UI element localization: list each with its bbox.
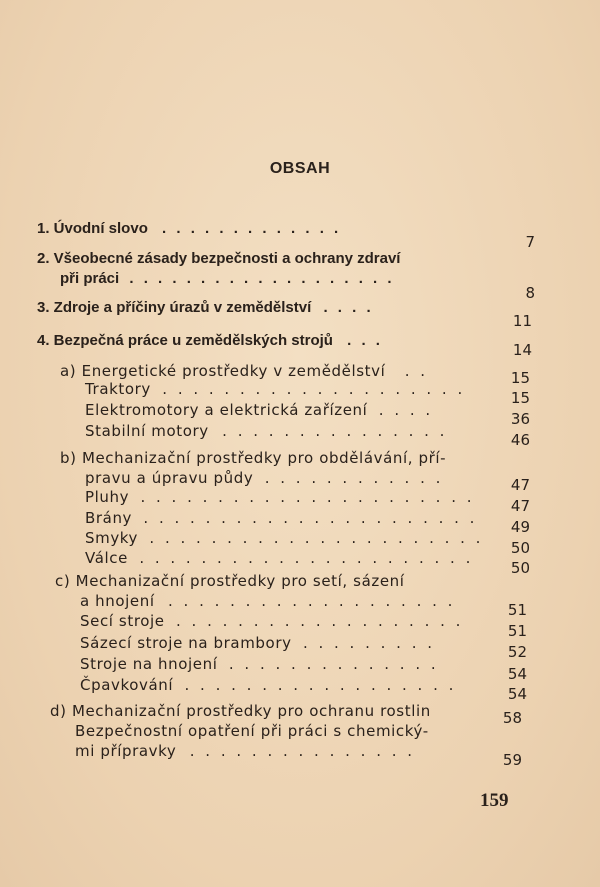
toc-entry-text: 1. Úvodní slovo bbox=[37, 220, 148, 237]
toc-page-number: 49 bbox=[510, 518, 530, 536]
toc-entry bbox=[37, 298, 374, 318]
toc-entry-text: Válce bbox=[85, 549, 128, 567]
toc-entry-text: 3. Zdroje a příčiny úrazů v zemědělství bbox=[37, 299, 312, 316]
toc-entry bbox=[85, 421, 447, 441]
leader-dots: . . bbox=[404, 362, 429, 380]
toc-page-number: 59 bbox=[502, 751, 522, 769]
toc-entry bbox=[37, 219, 341, 239]
leader-dots: . . . . . . . . . . . . . . . bbox=[222, 422, 448, 440]
page-folio-number: 159 bbox=[480, 790, 509, 811]
leader-dots: . . . bbox=[347, 332, 383, 349]
toc-page-number: 15 bbox=[510, 389, 530, 407]
toc-page-number: 50 bbox=[510, 559, 530, 577]
toc-entry bbox=[37, 249, 400, 269]
toc-entry bbox=[85, 379, 465, 399]
toc-entry-text: pravu a úpravu půdy bbox=[85, 469, 254, 487]
leader-dots: . . . . . . . . . . . . . . . . . . bbox=[184, 676, 457, 694]
toc-entry bbox=[85, 548, 473, 568]
toc-entry-text: 2. Všeobecné zásady bezpečnosti a ochrany zdraví bbox=[37, 250, 401, 267]
toc-entry-text: d) Mechanizační prostředky pro ochranu rostlin bbox=[50, 702, 431, 720]
toc-entry bbox=[80, 654, 439, 674]
leader-dots: . . . . . . . . . . . . . . . . . . . . bbox=[162, 380, 466, 398]
toc-entry bbox=[80, 675, 456, 695]
leader-dots: . . . . . . . . . . . . . . . bbox=[189, 742, 416, 760]
toc-entry-text: Smyky bbox=[85, 529, 139, 547]
toc-entry-text: Brány bbox=[85, 509, 133, 527]
toc-entry-text: Traktory bbox=[85, 380, 151, 398]
toc-entry bbox=[85, 508, 477, 528]
toc-entry-text: Stabilní motory bbox=[85, 422, 209, 440]
toc-page-number: 47 bbox=[510, 476, 530, 494]
leader-dots: . . . . . . . . . . . . . bbox=[162, 220, 342, 237]
toc-page-number: 54 bbox=[507, 665, 527, 683]
leader-dots: . . . . bbox=[378, 401, 434, 419]
toc-entry bbox=[75, 741, 415, 761]
toc-entry bbox=[60, 269, 395, 289]
leader-dots: . . . . . . . . . bbox=[302, 634, 436, 652]
leader-dots: . . . . . . . . . . . . . . . . . . . . . . bbox=[140, 488, 475, 506]
toc-page-number: 51 bbox=[507, 622, 527, 640]
leader-dots: . . . . bbox=[323, 299, 374, 316]
toc-entry bbox=[85, 487, 475, 507]
toc-entry bbox=[80, 591, 455, 611]
toc-entry-text: 4. Bezpečná práce u zemědělských strojů bbox=[37, 332, 333, 349]
toc-page-number: 15 bbox=[510, 369, 530, 387]
toc-entry-text: Pluhy bbox=[85, 488, 130, 506]
toc-entry-text: Stroje na hnojení bbox=[80, 655, 218, 673]
leader-dots: . . . . . . . . . . . . . . bbox=[228, 655, 439, 673]
leader-dots: . . . . . . . . . . . . . . . . . . . bbox=[129, 270, 395, 287]
toc-page-number: 54 bbox=[507, 685, 527, 703]
toc-page-number: 46 bbox=[510, 431, 530, 449]
toc-page-number: 11 bbox=[512, 312, 532, 330]
page-title: OBSAH bbox=[269, 160, 331, 177]
toc-entry-text: Čpavkování bbox=[80, 676, 174, 694]
toc-entry bbox=[60, 448, 446, 468]
leader-dots: . . . . . . . . . . . . . . . . . . . bbox=[168, 592, 456, 610]
toc-entry bbox=[37, 331, 383, 351]
toc-entry bbox=[75, 721, 429, 741]
toc-entry-text: Elektromotory a elektrická zařízení bbox=[85, 401, 368, 419]
toc-entry bbox=[80, 611, 463, 631]
toc-entry bbox=[85, 400, 433, 420]
toc-entry-text: b) Mechanizační prostředky pro obdělávání, pří- bbox=[60, 449, 447, 467]
leader-dots: . . . . . . . . . . . . . . . . . . . . . . bbox=[149, 529, 484, 547]
toc-page-number: 51 bbox=[507, 601, 527, 619]
toc-page-number: 50 bbox=[510, 539, 530, 557]
toc-entry bbox=[80, 633, 435, 653]
leader-dots: . . . . . . . . . . . . . . . . . . . bbox=[176, 612, 464, 630]
toc-entry-text: a) Energetické prostředky v zemědělství bbox=[60, 362, 386, 380]
toc-entry bbox=[60, 361, 428, 381]
toc-entry bbox=[50, 701, 431, 721]
toc-page-number: 14 bbox=[512, 341, 532, 359]
toc-page-number: 7 bbox=[525, 233, 535, 251]
toc-entry-text: a hnojení bbox=[80, 592, 155, 610]
leader-dots: . . . . . . . . . . . . . . . . . . . . . . bbox=[143, 509, 478, 527]
toc-entry bbox=[85, 468, 443, 488]
toc-entry-text: c) Mechanizační prostředky pro setí, sázení bbox=[55, 572, 405, 590]
toc-page-number: 47 bbox=[510, 497, 530, 515]
toc-entry bbox=[55, 571, 405, 591]
toc-page-number: 52 bbox=[507, 643, 527, 661]
toc-page-number: 58 bbox=[502, 709, 522, 727]
toc-entry-text: mi přípravky bbox=[75, 742, 177, 760]
toc-entry bbox=[85, 528, 483, 548]
leader-dots: . . . . . . . . . . . . bbox=[264, 469, 444, 487]
toc-entry-text: Sázecí stroje na brambory bbox=[80, 634, 292, 652]
leader-dots: . . . . . . . . . . . . . . . . . . . . . . bbox=[139, 549, 474, 567]
toc-entry-text: Bezpečnostní opatření při práci s chemický- bbox=[75, 722, 429, 740]
toc-entry-text: Secí stroje bbox=[80, 612, 165, 630]
toc-page-number: 8 bbox=[525, 284, 535, 302]
toc-page-number: 36 bbox=[510, 410, 530, 428]
toc-entry-text: při práci bbox=[60, 270, 120, 287]
